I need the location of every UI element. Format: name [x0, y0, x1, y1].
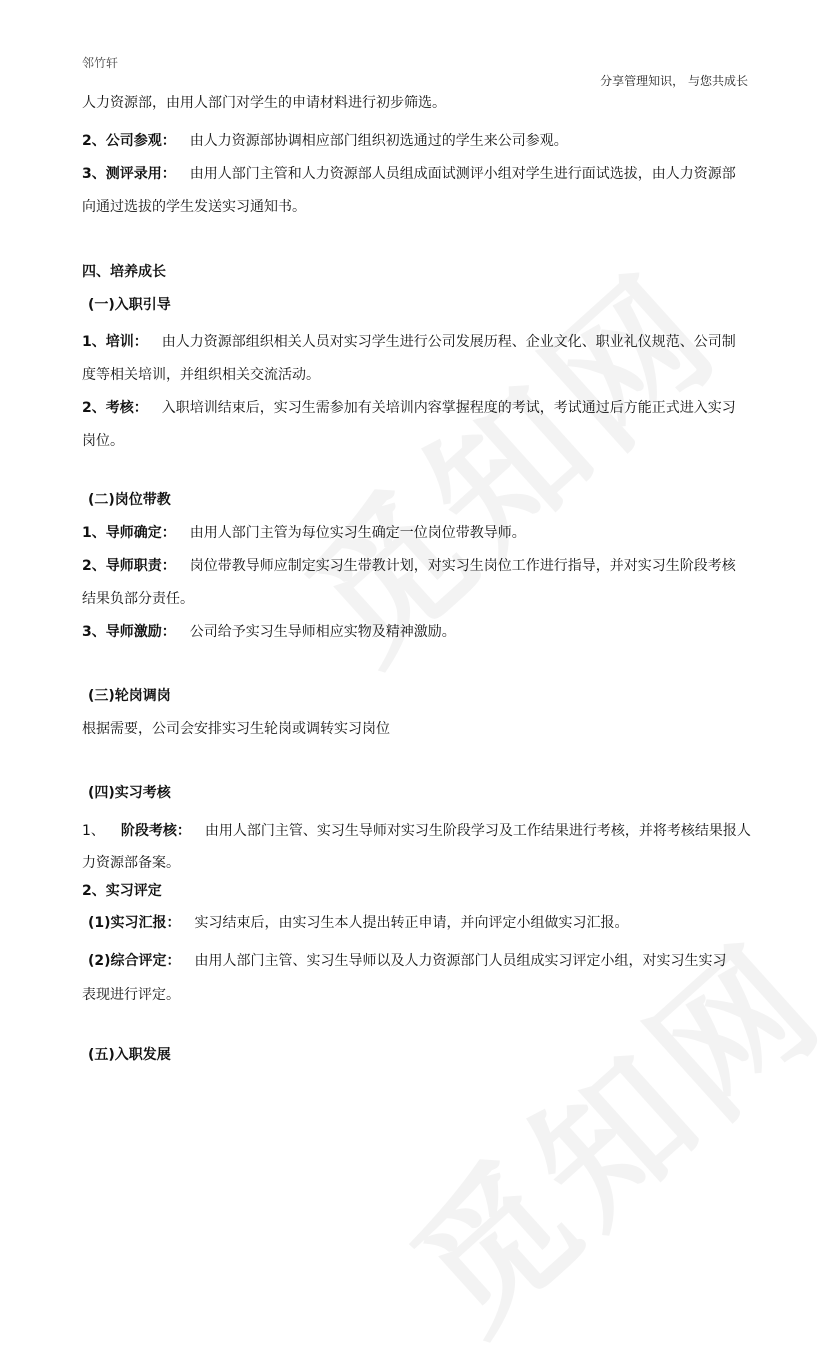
- list-item-report: [82, 906, 756, 940]
- item-label: 3、测评录用：: [82, 166, 176, 182]
- list-item-hire: [82, 157, 750, 191]
- list-item-training: [82, 325, 750, 359]
- item-text: 岗位带教导师应制定实习生带教计划，对实习生岗位工作进行指导，并对实习生阶段考核: [189, 558, 736, 574]
- subsection-heading: (一)入职引导: [88, 297, 171, 313]
- paragraph-line: 度等相关培训，并组织相关交流活动。: [82, 367, 320, 383]
- list-item-mentor-duty: [82, 549, 750, 583]
- subsection-heading: (四)实习考核: [88, 785, 171, 801]
- item-label: 2、导师职责：: [82, 558, 176, 574]
- list-heading: 2、实习评定: [82, 883, 162, 899]
- list-item-stage-assessment: [82, 814, 750, 848]
- list-item-exam: [82, 391, 750, 425]
- item-label: 3、导师激励：: [82, 624, 176, 640]
- paragraph-line: 结果负部分责任。: [82, 591, 194, 607]
- paragraph-line: 表现进行评定。: [82, 987, 180, 1003]
- item-text: 由用人部门主管、实习生导师对实习生阶段学习及工作结果进行考核，并将考核结果报人: [204, 823, 751, 839]
- list-item-mentor-assign: [82, 516, 750, 550]
- item-text: 由人力资源部协调相应部门组织初选通过的学生来公司参观。: [189, 133, 568, 149]
- subsection-heading: (三)轮岗调岗: [88, 688, 171, 704]
- list-item-evaluation: [82, 944, 756, 978]
- item-label: 1、培训：: [82, 334, 148, 350]
- paragraph-line: 向通过选拔的学生发送实习通知书。: [82, 199, 306, 215]
- header-right: 分享管理知识， 与您共成长: [600, 74, 748, 88]
- paragraph-line: 力资源部备案。: [82, 855, 180, 871]
- item-label: (1)实习汇报：: [88, 915, 181, 931]
- paragraph-line: 岗位。: [82, 433, 124, 449]
- list-item-mentor-incentive: [82, 615, 750, 649]
- item-label: (2)综合评定：: [88, 953, 181, 969]
- list-item-visit: [82, 124, 750, 158]
- header-left: 邻竹轩: [82, 56, 119, 70]
- item-text: 实习结束后，由实习生本人提出转正申请，并向评定小组做实习汇报。: [194, 915, 629, 931]
- item-text: 由用人部门主管、实习生导师以及人力资源部门人员组成实习评定小组，对实习生实习: [194, 953, 727, 969]
- paragraph-line: 根据需要，公司会安排实习生轮岗或调转实习岗位: [82, 721, 390, 737]
- subsection-heading: (二)岗位带教: [88, 492, 171, 508]
- item-text: 由用人部门主管和人力资源部人员组成面试测评小组对学生进行面试选拔，由人力资源部: [189, 166, 736, 182]
- item-text: 入职培训结束后，实习生需参加有关培训内容掌握程度的考试，考试通过后方能正式进入实习: [161, 400, 736, 416]
- paragraph-line: 人力资源部，由用人部门对学生的申请材料进行初步筛选。: [82, 95, 446, 111]
- subsection-heading: (五)入职发展: [88, 1047, 171, 1063]
- item-text: 公司给予实习生导师相应实物及精神激励。: [189, 624, 456, 640]
- item-text: 由人力资源部组织相关人员对实习学生进行公司发展历程、企业文化、职业礼仪规范、公司制: [161, 334, 736, 350]
- item-label: 2、考核：: [82, 400, 148, 416]
- item-label: 2、公司参观：: [82, 133, 176, 149]
- item-text: 由用人部门主管为每位实习生确定一位岗位带教导师。: [189, 525, 526, 541]
- item-label: 阶段考核：: [120, 823, 191, 839]
- item-number: 1、: [82, 823, 105, 839]
- section-heading: 四、培养成长: [82, 264, 166, 280]
- item-label: 1、导师确定：: [82, 525, 176, 541]
